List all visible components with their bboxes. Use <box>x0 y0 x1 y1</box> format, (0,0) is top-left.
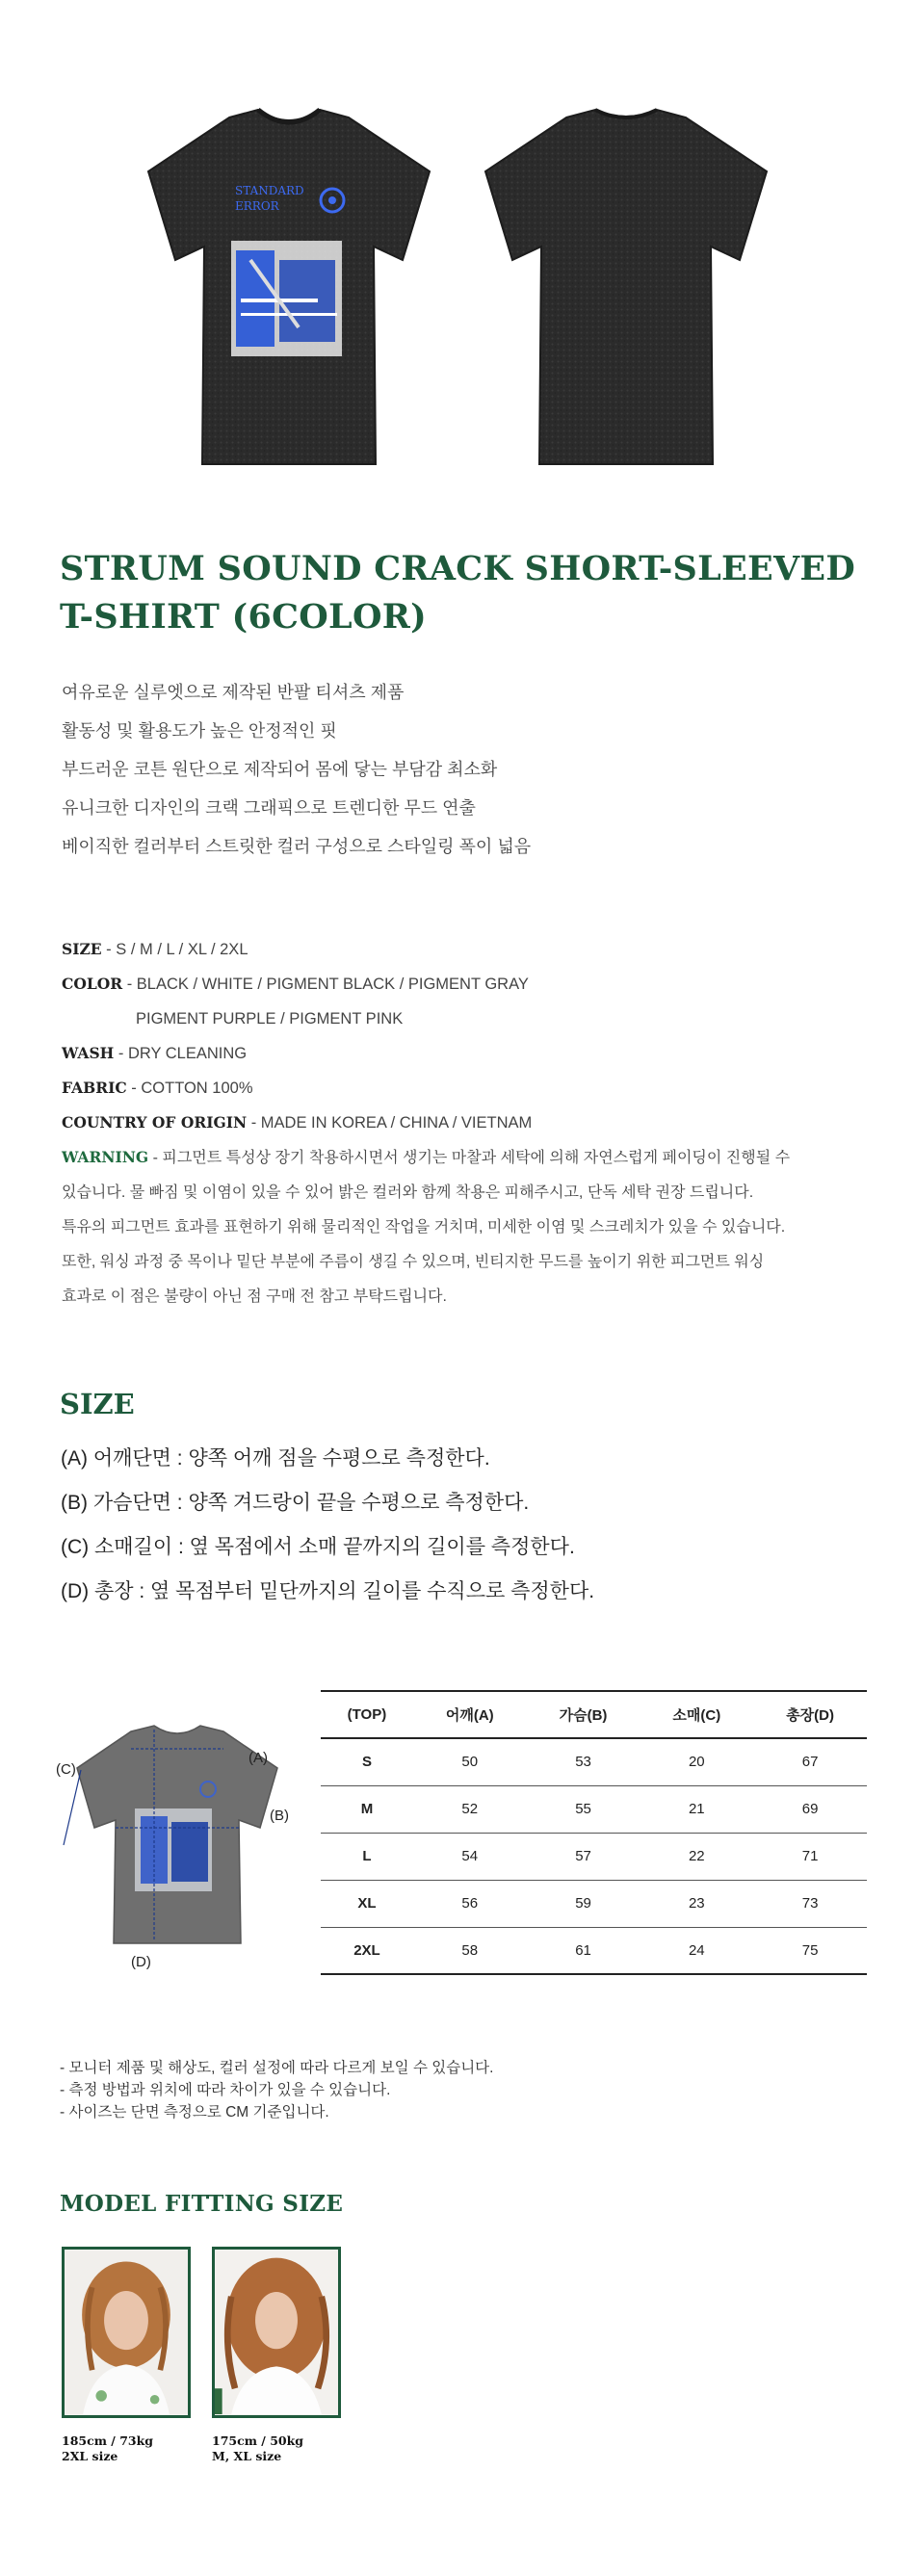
table-row <box>321 1880 867 1927</box>
model-photo-1 <box>62 2247 191 2418</box>
spec-fabric-label: FABRIC <box>62 1079 127 1097</box>
table-cell: M <box>321 1785 413 1833</box>
table-cell: 58 <box>413 1927 527 1974</box>
diagram-label-c: (C) <box>56 1761 76 1778</box>
table-row <box>321 1927 867 1974</box>
table-cell: 21 <box>640 1785 753 1833</box>
table-cell: 69 <box>753 1785 867 1833</box>
product-title <box>60 545 859 641</box>
intro-line: 유니크한 디자인의 크랙 그래픽으로 트렌디한 무드 연출 <box>62 798 476 818</box>
table-cell: 73 <box>753 1880 867 1927</box>
front-tshirt-illustration <box>144 106 433 472</box>
model-portrait-icon <box>215 2250 338 2415</box>
model-card-2 <box>212 2247 341 2464</box>
table-cell: 71 <box>753 1833 867 1880</box>
table-cell: 20 <box>640 1738 753 1785</box>
intro-line: 활동성 및 활용도가 높은 안정적인 핏 <box>62 721 337 741</box>
back-tshirt-image <box>482 106 771 472</box>
table-cell: 55 <box>527 1785 640 1833</box>
spec-wash-label: WASH <box>62 1044 115 1062</box>
spec-wash-value: - DRY CLEANING <box>114 1045 248 1062</box>
diagram-label-b: (B) <box>270 1808 289 1824</box>
note-line: - 사이즈는 단면 측정으로 CM 기준입니다. <box>60 2104 329 2121</box>
table-row <box>321 1738 867 1785</box>
table-cell: 56 <box>413 1880 527 1927</box>
spec-warning-label: WARNING <box>62 1148 149 1166</box>
front-tshirt-image <box>144 106 433 472</box>
table-cell: 23 <box>640 1880 753 1927</box>
size-table-header: (TOP) <box>321 1691 413 1738</box>
intro-line: 부드러운 코튼 원단으로 제작되어 몸에 닿는 부담감 최소화 <box>62 760 498 779</box>
intro-line: 여유로운 실루엣으로 제작된 반팔 티셔츠 제품 <box>62 683 405 702</box>
product-title-line-1: STRUM SOUND CRACK SHORT-SLEEVED <box>60 549 856 588</box>
table-cell: 54 <box>413 1833 527 1880</box>
table-cell: 57 <box>527 1833 640 1880</box>
table-cell: 24 <box>640 1927 753 1974</box>
table-cell: L <box>321 1833 413 1880</box>
spec-warning-text-5: 효과로 이 점은 불량이 아닌 점 구매 전 참고 부탁드립니다. <box>62 1288 447 1305</box>
size-table-header: 소매(C) <box>640 1691 753 1738</box>
table-cell: 2XL <box>321 1927 413 1974</box>
size-table-header: 가슴(B) <box>527 1691 640 1738</box>
spec-fabric <box>62 1071 861 1106</box>
product-title-line-2: T-SHIRT (6COLOR) <box>60 597 427 637</box>
size-table-header: 어깨(A) <box>413 1691 527 1738</box>
spec-warning-text-4: 또한, 워싱 과정 중 목이나 밑단 부분에 주름이 생길 수 있으며, 빈티지한 무드를 높이기 위한 피그먼트 워싱 <box>62 1254 765 1270</box>
model-fitting-heading: MODEL FITTING SIZE <box>60 2191 344 2217</box>
product-specs <box>62 932 861 1314</box>
size-notes <box>60 2057 493 2123</box>
size-guide <box>61 1437 594 1614</box>
model-height-weight: 175cm / 50kg <box>212 2433 303 2448</box>
model-caption-1 <box>62 2433 191 2464</box>
intro-line: 베이직한 컬러부터 스트릿한 컬러 구성으로 스타일링 폭이 넓음 <box>62 837 532 856</box>
spec-color-cont: PIGMENT PURPLE / PIGMENT PINK <box>136 1010 404 1028</box>
table-row <box>321 1833 867 1880</box>
spec-origin-value: - MADE IN KOREA / CHINA / VIETNAM <box>247 1114 533 1132</box>
print-text-2: ERROR <box>235 199 279 213</box>
size-table-header: 총장(D) <box>753 1691 867 1738</box>
model-caption-2 <box>212 2433 341 2464</box>
table-cell: 61 <box>527 1927 640 1974</box>
spec-fabric-value: - COTTON 100% <box>126 1080 253 1097</box>
spec-warning-text-2: 있습니다. 물 빠짐 및 이염이 있을 수 있어 밝은 컬러와 함께 착용은 피해주시고, 단독 세탁 권장 드립니다. <box>62 1184 754 1201</box>
size-guide-line: (A) 어깨단면 : 양쪽 어깨 점을 수평으로 측정한다. <box>61 1447 490 1470</box>
table-cell: 50 <box>413 1738 527 1785</box>
spec-origin <box>62 1106 861 1140</box>
model-size: M, XL size <box>212 2449 282 2463</box>
model-size: 2XL size <box>62 2449 118 2463</box>
spec-size <box>62 932 861 967</box>
table-cell: 67 <box>753 1738 867 1785</box>
spec-color-label: COLOR <box>62 975 123 993</box>
table-cell: 59 <box>527 1880 640 1927</box>
size-diagram <box>54 1714 300 1974</box>
spec-origin-label: COUNTRY OF ORIGIN <box>62 1113 248 1132</box>
note-line: - 측정 방법과 위치에 따라 차이가 있을 수 있습니다. <box>60 2082 391 2098</box>
table-cell: 75 <box>753 1927 867 1974</box>
size-guide-line: (D) 총장 : 옆 목점부터 밑단까지의 길이를 수직으로 측정한다. <box>61 1580 595 1602</box>
spec-size-label: SIZE <box>62 940 102 958</box>
model-photo-2 <box>212 2247 341 2418</box>
spec-warning-text-1: - 피그먼트 특성상 장기 착용하시면서 생기는 마찰과 세탁에 의해 자연스럽게 페이딩이 진행될 수 <box>148 1150 791 1166</box>
spec-warning-text-3: 특유의 피그먼트 효과를 표현하기 위해 물리적인 작업을 거치며, 미세한 이염 및 스크레치가 있을 수 있습니다. <box>62 1219 786 1236</box>
size-table <box>321 1690 867 1975</box>
note-line: - 모니터 제품 및 해상도, 컬러 설정에 따라 다르게 보일 수 있습니다. <box>60 2060 494 2076</box>
intro-list <box>62 678 531 871</box>
model-card-1 <box>62 2247 191 2464</box>
table-cell: 53 <box>527 1738 640 1785</box>
back-tshirt-illustration <box>482 106 771 472</box>
size-diagram-illustration <box>54 1714 300 1974</box>
size-heading: SIZE <box>60 1388 135 1420</box>
model-portrait-icon <box>65 2250 188 2415</box>
spec-wash <box>62 1036 861 1071</box>
model-height-weight: 185cm / 73kg <box>62 2433 153 2448</box>
spec-color-value: - BLACK / WHITE / PIGMENT BLACK / PIGMENT GRAY <box>122 976 529 993</box>
table-cell: S <box>321 1738 413 1785</box>
spec-color <box>62 967 861 1002</box>
diagram-label-a: (A) <box>248 1750 268 1766</box>
size-guide-line: (C) 소매길이 : 옆 목점에서 소매 끝까지의 길이를 측정한다. <box>61 1536 575 1558</box>
table-cell: XL <box>321 1880 413 1927</box>
table-cell: 52 <box>413 1785 527 1833</box>
print-text-1: STANDARD <box>235 184 304 197</box>
table-cell: 22 <box>640 1833 753 1880</box>
table-row <box>321 1785 867 1833</box>
size-table-header-row <box>321 1691 867 1738</box>
spec-warning <box>62 1140 861 1176</box>
diagram-label-d: (D) <box>131 1954 151 1970</box>
size-guide-line: (B) 가슴단면 : 양쪽 겨드랑이 끝을 수평으로 측정한다. <box>61 1492 530 1514</box>
spec-size-value: - S / M / L / XL / 2XL <box>101 941 248 958</box>
